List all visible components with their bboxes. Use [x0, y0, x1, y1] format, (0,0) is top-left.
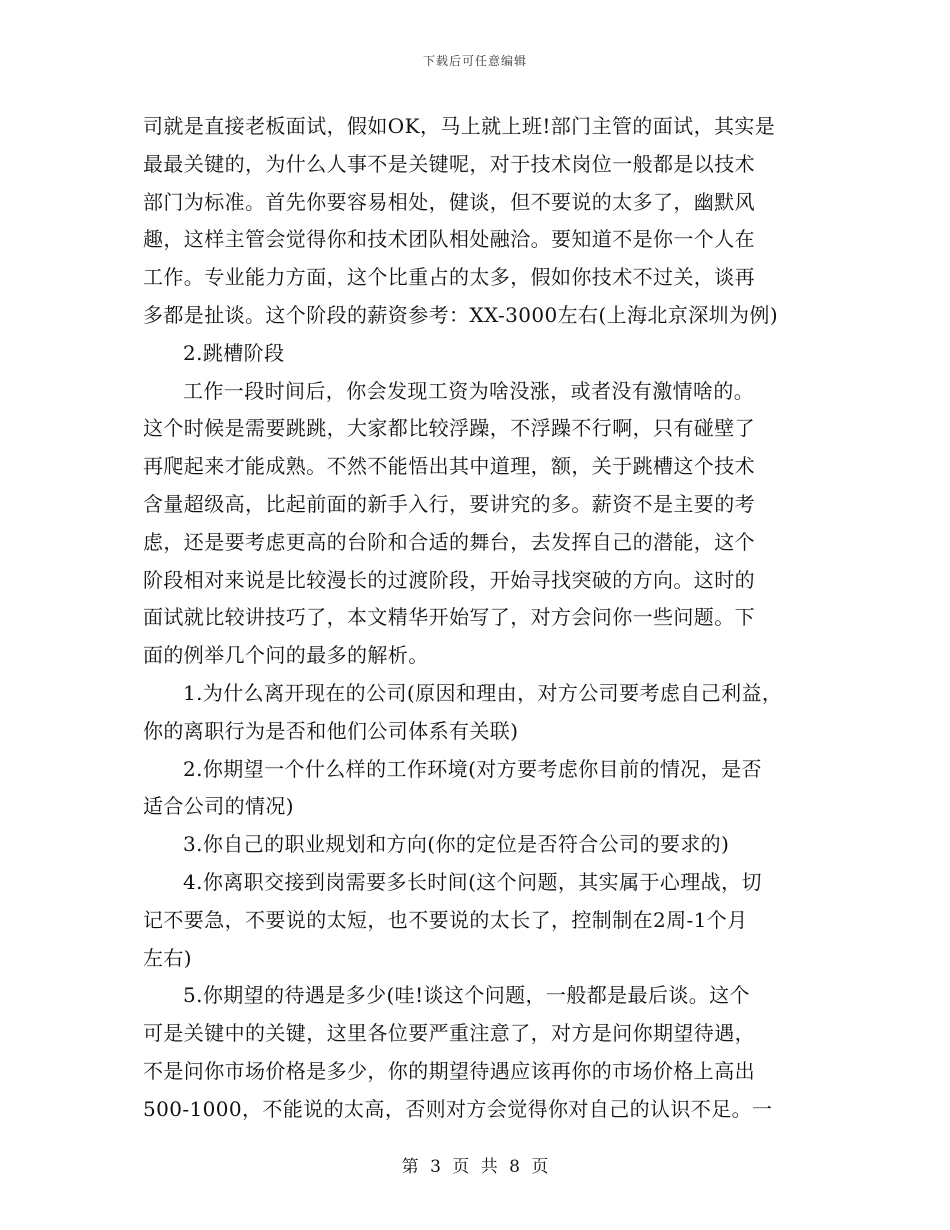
list-item: 5.你期望的待遇是多少(哇!谈这个问题，一般都是最后谈。这个 — [183, 983, 750, 1008]
text-line: 不是问你市场价格是多少，你的期望待遇应该再你的市场价格上高出 — [143, 1058, 755, 1083]
text-line: 阶段相对来说是比较漫长的过渡阶段，开始寻找突破的方向。这时的 — [143, 567, 755, 592]
text-line: 最最关键的，为什么人事不是关键呢，对于技术岗位一般都是以技术 — [143, 151, 755, 176]
text-line: 趣，这样主管会觉得你和技术团队相处融洽。要知道不是你一个人在 — [143, 227, 755, 252]
page-header-note: 下载后可任意编辑 — [422, 54, 527, 68]
text-line: 司就是直接老板面试，假如OK，马上就上班!部门主管的面试，其实是 — [143, 114, 776, 138]
text-line: 记不要急，不要说的太短，也不要说的太长了，控制制在2周-1个月 — [143, 907, 748, 932]
section-heading: 2.跳槽阶段 — [183, 340, 285, 365]
text-line: 面试就比较讲技巧了，本文精华开始写了，对方会问你一些问题。下 — [143, 605, 755, 630]
text-line: 适合公司的情况) — [143, 794, 295, 819]
text-line: 再爬起来才能成熟。不然不能悟出其中道理，额，关于跳槽这个技术 — [143, 454, 755, 479]
text-line: 工作一段时间后，你会发现工资为啥没涨，或者没有激情啥的。 — [183, 378, 755, 403]
text-line: 含量超级高，比起前面的新手入行，要讲究的多。薪资不是主要的考 — [143, 491, 755, 516]
list-item: 4.你离职交接到岗需要多长时间(这个问题，其实属于心理战，切 — [183, 869, 762, 894]
text-line: 虑，还是要考虑更高的台阶和合适的舞台，去发挥自己的潜能，这个 — [143, 529, 755, 554]
text-line: 部门为标准。首先你要容易相处，健谈，但不要说的太多了，幽默风 — [143, 189, 755, 214]
list-item: 1.为什么离开现在的公司(原因和理由，对方公司要考虑自己利益， — [183, 680, 783, 705]
list-item: 2.你期望一个什么样的工作环境(对方要考虑你目前的情况，是否 — [183, 756, 762, 781]
text-line: 可是关键中的关键，这里各位要严重注意了，对方是问你期望待遇， — [143, 1021, 755, 1046]
text-line: 左右) — [143, 945, 193, 970]
text-line: 工作。专业能力方面，这个比重占的太多，假如你技术不过关，谈再 — [143, 265, 755, 290]
list-item: 3.你自己的职业规划和方向(你的定位是否符合公司的要求的) — [183, 832, 730, 857]
document-body — [143, 108, 823, 1129]
text-line: 多都是扯谈。这个阶段的薪资参考：XX-3000左右(上海北京深圳为例) — [143, 302, 779, 327]
text-line: 你的离职行为是否和他们公司体系有关联) — [143, 718, 519, 743]
text-line: 面的例举几个问的最多的解析。 — [143, 643, 429, 668]
text-line: 这个时候是需要跳跳，大家都比较浮躁，不浮躁不行啊，只有碰壁了 — [143, 416, 755, 441]
text-line: 500-1000，不能说的太高，否则对方会觉得你对自己的认识不足。一 — [143, 1096, 773, 1121]
page-number: 第 3 页 共 8 页 — [401, 1157, 549, 1177]
